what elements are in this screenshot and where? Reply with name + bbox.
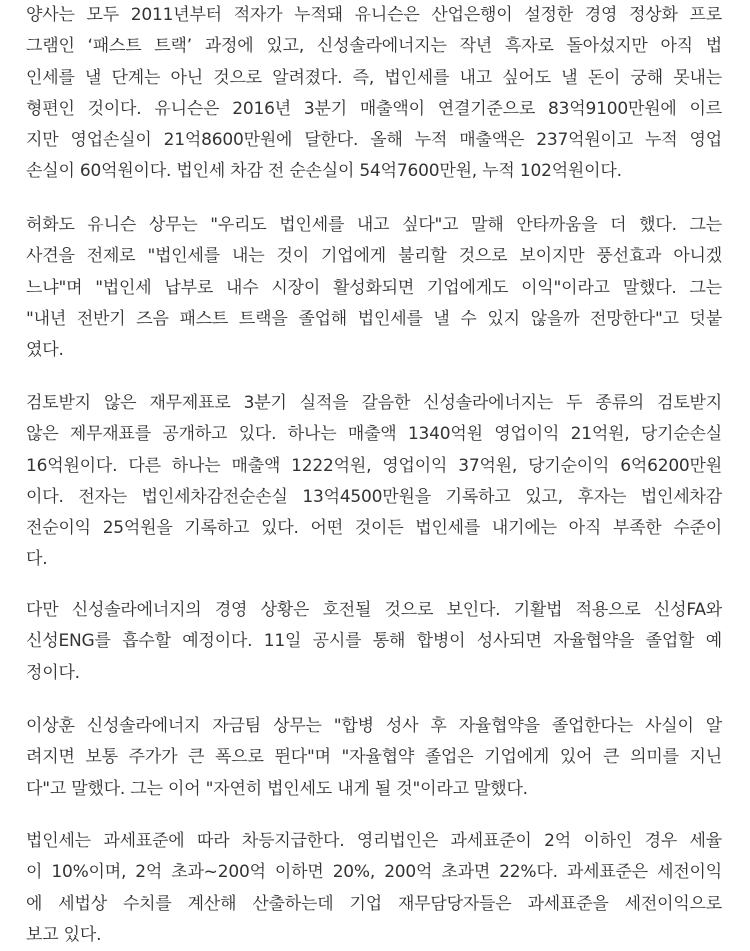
paragraph [26, 826, 722, 951]
text-line: 지만 영업손실이 21억8600만원에 달한다. 올해 누적 매출액은 237억원이고 누적 영업 [26, 130, 722, 151]
text-line: 정이다. [26, 662, 80, 683]
text-line: 에 세법상 수치를 계산해 산출하는데 기업 재무담당자들은 과세표준을 세전이익으로 [26, 893, 722, 914]
text-line: 전순이익 25억원을 기록하고 있다. 어떤 것이든 법인세를 내기에는 아직 부족한 수준이 [26, 518, 722, 539]
text-line: 이상훈 신성솔라에너지 자금팀 상무는 "합병 성사 후 자율협약을 졸업한다는 사실이 알 [26, 716, 722, 736]
text-line: 양사는 모두 2011년부터 적자가 누적돼 유니슨은 산업은행이 설정한 경영 정상화 프로 [26, 5, 722, 25]
text-line: 그램인 ‘패스트 트랙’ 과정에 있고, 신성솔라에너지는 작년 흑자로 돌아섰지만 아직 법 [26, 36, 722, 57]
text-line: 인세를 낼 단계는 아닌 것으로 알려졌다. 즉, 법인세를 내고 싶어도 낼 돈이 궁해 못내는 [26, 67, 722, 88]
text-line: 느냐"며 "법인세 납부로 내수 시장이 활성화되면 기업에게도 이익"이라고 말했다. 그는 [26, 277, 722, 298]
text-line: 다. [26, 549, 48, 570]
text-line: 허화도 유니슨 상무는 "우리도 법인세를 내고 싶다"고 말해 안타까움을 더 했다. 그는 [26, 215, 722, 235]
paragraph [26, 210, 722, 366]
text-line: 않은 제무재표를 공개하고 있다. 하나는 매출액 1340억원 영업이익 21억원, 당기순손실 [26, 424, 722, 445]
text-line: 형편인 것이다. 유니슨은 2016년 3분기 매출액이 연결기준으로 83억9100만원에 이르 [26, 98, 722, 119]
text-line: 법인세는 과세표준에 따라 차등지급한다. 영리법인은 과세표준이 2억 이하인 경우 세율 [26, 831, 722, 851]
text-line: 다만 신성솔라에너지의 경영 상황은 호전될 것으로 보인다. 기활법 적용으로 신성FA와 [26, 600, 722, 620]
text-line: 사견을 전제로 "법인세를 내는 것이 기업에게 불리할 것으로 보이지만 풍선효과 아니겠 [26, 246, 722, 267]
paragraph [26, 711, 722, 805]
text-line: 려지면 보통 주가가 큰 폭으로 뛴다"며 "자율협약 졸업은 기업에게 있어 큰 의미를 지닌 [26, 747, 722, 768]
text-line: 손실이 60억원이다. 법인세 차감 전 순손실이 54억7600만원, 누적 102억원이다. [26, 161, 622, 182]
text-line: "내년 전반기 즈음 패스트 트랙을 졸업해 법인세를 낼 수 있지 않을까 전망한다"고 덧붙 [26, 308, 722, 329]
text-line: 였다. [26, 340, 64, 361]
paragraph [26, 595, 722, 689]
text-line: 검토받지 않은 재무제표로 3분기 실적을 갈음한 신성솔라에너지는 두 종류의 검토받지 [26, 393, 722, 413]
text-line: 보고 있다. [26, 924, 102, 945]
paragraph [26, 0, 722, 188]
text-line: 다"고 말했다. 그는 이어 "자연히 법인세도 내게 될 것"이라고 말했다. [26, 778, 528, 799]
paragraph [26, 388, 722, 576]
text-line: 신성ENG를 흡수할 예정이다. 11일 공시를 통해 합병이 성사되면 자율협약을 졸업할 예 [26, 631, 722, 652]
text-line: 이 10%이며, 2억 초과~200억 이하면 20%, 200억 초과면 22%다. 과세표준은 세전이익 [26, 862, 722, 883]
text-line: 이다. 전자는 법인세차감전순손실 13억4500만원을 기록하고 있고, 후자는 법인세차감 [26, 486, 722, 507]
text-line: 16억원이다. 다른 하나는 매출액 1222억원, 영업이익 37억원, 당기순이익 6억6200만원 [26, 455, 722, 476]
